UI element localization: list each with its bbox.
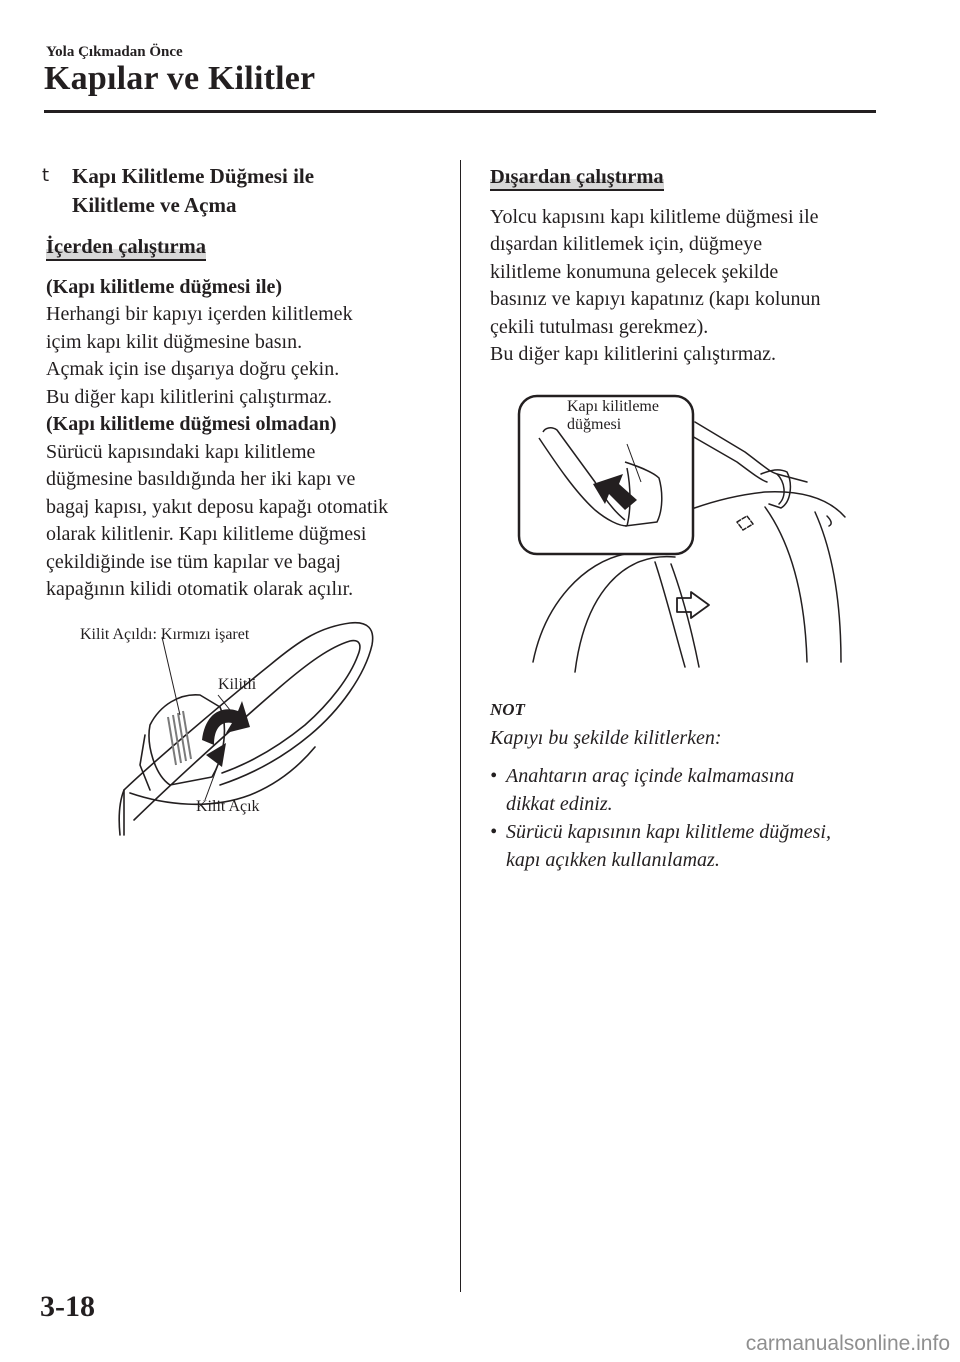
label-locked: Kilitli	[218, 676, 257, 693]
title-rule	[44, 110, 876, 113]
section-heading-line: Kapı Kilitleme Düğmesi ile	[72, 164, 315, 188]
note-item	[490, 818, 890, 874]
section-label: Yola Çıkmadan Önce	[46, 44, 183, 60]
note-item-line: kapı açıkken kullanılamaz.	[506, 849, 720, 871]
paragraph-line: kilitleme konumuna gelecek şekilde	[490, 260, 779, 283]
exterior-lock-illustration	[515, 392, 860, 677]
note-block	[490, 696, 890, 874]
paragraph-line: Bu diğer kapı kilitlerini çalıştırmaz.	[490, 343, 777, 365]
paragraph-line: Herhangi bir kapıyı içerden kilitlemek	[46, 303, 353, 325]
note-item-line: Sürücü kapısının kapı kilitleme düğmesi,	[506, 821, 831, 843]
paragraph-line: Yolcu kapısını kapı kilitleme düğmesi ile	[490, 205, 819, 228]
paragraph-line: Bu diğer kapı kilitlerini çalıştırmaz.	[46, 385, 333, 408]
chapter-title: Kapılar ve Kilitler	[44, 60, 316, 97]
note-intro: Kapıyı bu şekilde kilitlerken:	[490, 727, 722, 749]
page-number: 3-18	[40, 1290, 95, 1323]
paragraph-line: olarak kilitlenir. Kapı kilitleme düğmesi	[46, 523, 367, 545]
paragraph-line: düğmesine basıldığında her iki kapı ve	[46, 468, 356, 490]
label-line: Kapı kilitleme	[567, 398, 659, 415]
paragraph-line: Açmak için ise dışarıya doğru çekin.	[46, 358, 340, 380]
paragraph-line: çekili tutulması gerekmez).	[490, 315, 709, 338]
section-heading	[72, 162, 314, 220]
note-item-line: dikkat ediniz.	[506, 793, 613, 815]
without-button-title: (Kapı kilitleme düğmesi olmadan)	[46, 413, 337, 435]
note-title: NOT	[490, 700, 525, 719]
subheading-outside: Dışardan çalıştırma	[490, 165, 664, 191]
paragraph-line: içim kapı kilit düğmesine basın.	[46, 330, 303, 353]
section-bullet-icon: t	[42, 165, 50, 186]
note-item-line: Anahtarın araç içinde kalmamasına	[506, 765, 795, 787]
column-divider	[460, 160, 461, 1292]
paragraph-line: dışardan kilitlemek için, düğmeye	[490, 233, 763, 255]
watermark: carmanualsonline.info	[745, 1332, 950, 1355]
paragraph-line: çekildiğinde ise tüm kapılar ve bagaj	[46, 550, 341, 573]
label-door-lock-button	[567, 398, 659, 434]
paragraph-line: kapağının kilidi otomatik olarak açılır.	[46, 578, 354, 600]
label-unlocked-red-mark: Kilit Açıldı: Kırmızı işaret	[80, 626, 250, 643]
paragraph-line: bagaj kapısı, yakıt deposu kapağı otomatik	[46, 495, 389, 518]
with-button-title: (Kapı kilitleme düğmesi ile)	[46, 275, 283, 298]
subheading-inside: İçerden çalıştırma	[46, 235, 206, 261]
right-column-body	[490, 164, 890, 369]
note-item	[490, 762, 890, 818]
bullet-dot-icon: •	[490, 765, 498, 787]
left-column-body	[46, 234, 446, 604]
label-unlock: Kilit Açık	[196, 798, 260, 815]
paragraph-line: basınız ve kapıyı kapatınız (kapı kolunun	[490, 288, 821, 310]
bullet-dot-icon: •	[490, 821, 498, 843]
label-line: düğmesi	[567, 416, 622, 433]
section-heading-line: Kilitleme ve Açma	[72, 193, 237, 217]
paragraph-line: Sürücü kapısındaki kapı kilitleme	[46, 440, 316, 463]
